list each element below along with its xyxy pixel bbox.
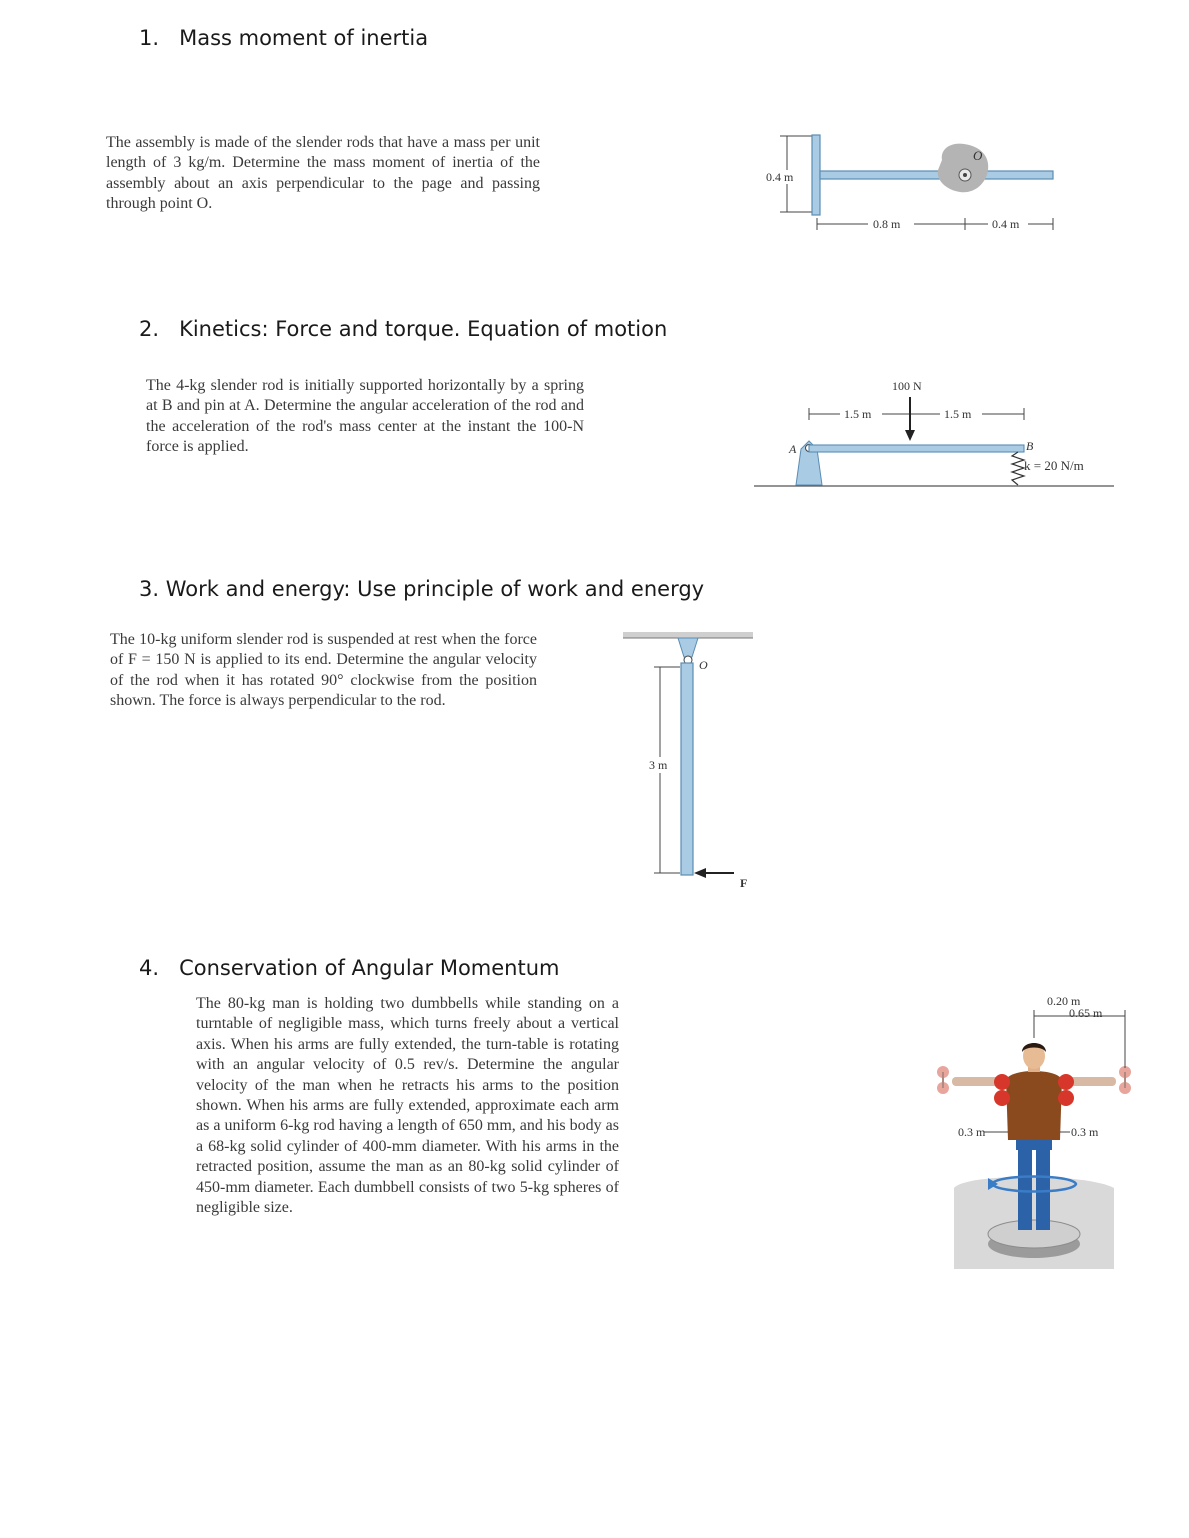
- dim-label-left: 1.5 m: [844, 407, 872, 421]
- rod: [809, 445, 1024, 452]
- ceiling: [623, 632, 753, 638]
- dim-label-vertical: 0.4 m: [766, 170, 794, 184]
- rod: [681, 663, 693, 875]
- dim-label-right: 0.3 m: [1071, 1125, 1099, 1139]
- problem-3-title: Work and energy: Use principle of work and energy: [165, 577, 705, 601]
- problem-2-figure: [754, 375, 1114, 490]
- problem-3-number: 3.: [139, 577, 160, 601]
- spring-b: [1012, 452, 1024, 485]
- torso: [1006, 1071, 1062, 1140]
- pin-center: [963, 173, 967, 177]
- problem-3-figure: [620, 625, 760, 890]
- problem-4-number: 4.: [139, 956, 160, 980]
- dim-label-left: 0.8 m: [873, 217, 901, 231]
- problem-4-title: Conservation of Angular Momentum: [179, 956, 560, 980]
- spring-constant: k = 20 N/m: [1024, 458, 1084, 473]
- left-leg: [1018, 1138, 1032, 1230]
- dim-label-left: 0.3 m: [958, 1125, 986, 1139]
- problem-3-heading: [139, 577, 704, 601]
- problem-2-text: The 4-kg slender rod is initially supported horizontally by a spring at B and pin at A. Determine the angular acceleration of the rod and the acceleration of the rod's mass center at the instant the 100-N force is applied.: [146, 377, 584, 456]
- label-b: B: [1026, 439, 1034, 453]
- force-label: 100 N: [892, 379, 922, 393]
- problem-1-title: Mass moment of inertia: [179, 26, 429, 50]
- right-leg: [1036, 1138, 1050, 1230]
- point-o-label: O: [973, 148, 983, 163]
- dumbbell-right-bottom: [1058, 1090, 1074, 1106]
- dim-label-top-b: 0.65 m: [1069, 1006, 1103, 1020]
- problem-1-figure: [760, 130, 1070, 240]
- turntable-top: [988, 1220, 1080, 1248]
- vertical-rod: [812, 135, 820, 215]
- problem-3-text: The 10-kg uniform slender rod is suspended at rest when the force of F = 150 N is applied to its end. Determine the angular velocity of the rod when it has rotated 90° clockwise from the position shown. The force is always perpendicular to the rod.: [110, 631, 537, 710]
- dumbbell-right-top: [1058, 1074, 1074, 1090]
- horizontal-rod: [820, 171, 1053, 179]
- dim-label-right: 1.5 m: [944, 407, 972, 421]
- problem-2-number: 2.: [139, 317, 160, 341]
- force-label: F: [740, 876, 748, 890]
- dumbbell-left-bottom: [994, 1090, 1010, 1106]
- problem-2-heading: [139, 317, 667, 341]
- dim-label-top-a: 0.20 m: [1047, 994, 1081, 1008]
- problem-4-text: The 80-kg man is holding two dumbbells while standing on a turntable of negligible mass, which turns freely about a vertical axis. When his arms are fully extended, the turn-table is rotating with an angular velocity of 0.5 rev/s. Determine the angular velocity of the man when he retracts his arms to the position shown. When his arms are fully extended, approximate each arm as a uniform 6-kg rod having a length of 650 mm, and his body as a 68-kg solid cylinder of 400-mm diameter. With his arms in the retracted position, assume the man as an 80-kg solid cylinder of 450-mm diameter. Each dumbbell consists of two 5-kg spheres of negligible size.: [196, 995, 619, 1217]
- dim-label-length: 3 m: [649, 758, 668, 772]
- problem-1-heading: [139, 26, 428, 50]
- point-o-label: O: [699, 658, 708, 672]
- pin-bracket: [678, 638, 698, 657]
- problem-4-figure: [926, 988, 1141, 1273]
- force-arrow-head: [694, 868, 706, 878]
- force-arrow-head: [905, 430, 915, 441]
- problem-1-text: The assembly is made of the slender rods that have a mass per unit length of 3 kg/m. Determine the mass moment of inertia of the assembly about an axis perpendicular to the page and passing through point O.: [106, 134, 540, 213]
- problem-4-heading: [139, 956, 560, 980]
- label-a: A: [789, 442, 797, 456]
- problem-1-number: 1.: [139, 26, 160, 50]
- dumbbell-left-top: [994, 1074, 1010, 1090]
- dim-label-right: 0.4 m: [992, 217, 1020, 231]
- problem-2-title: Kinetics: Force and torque. Equation of motion: [179, 317, 668, 341]
